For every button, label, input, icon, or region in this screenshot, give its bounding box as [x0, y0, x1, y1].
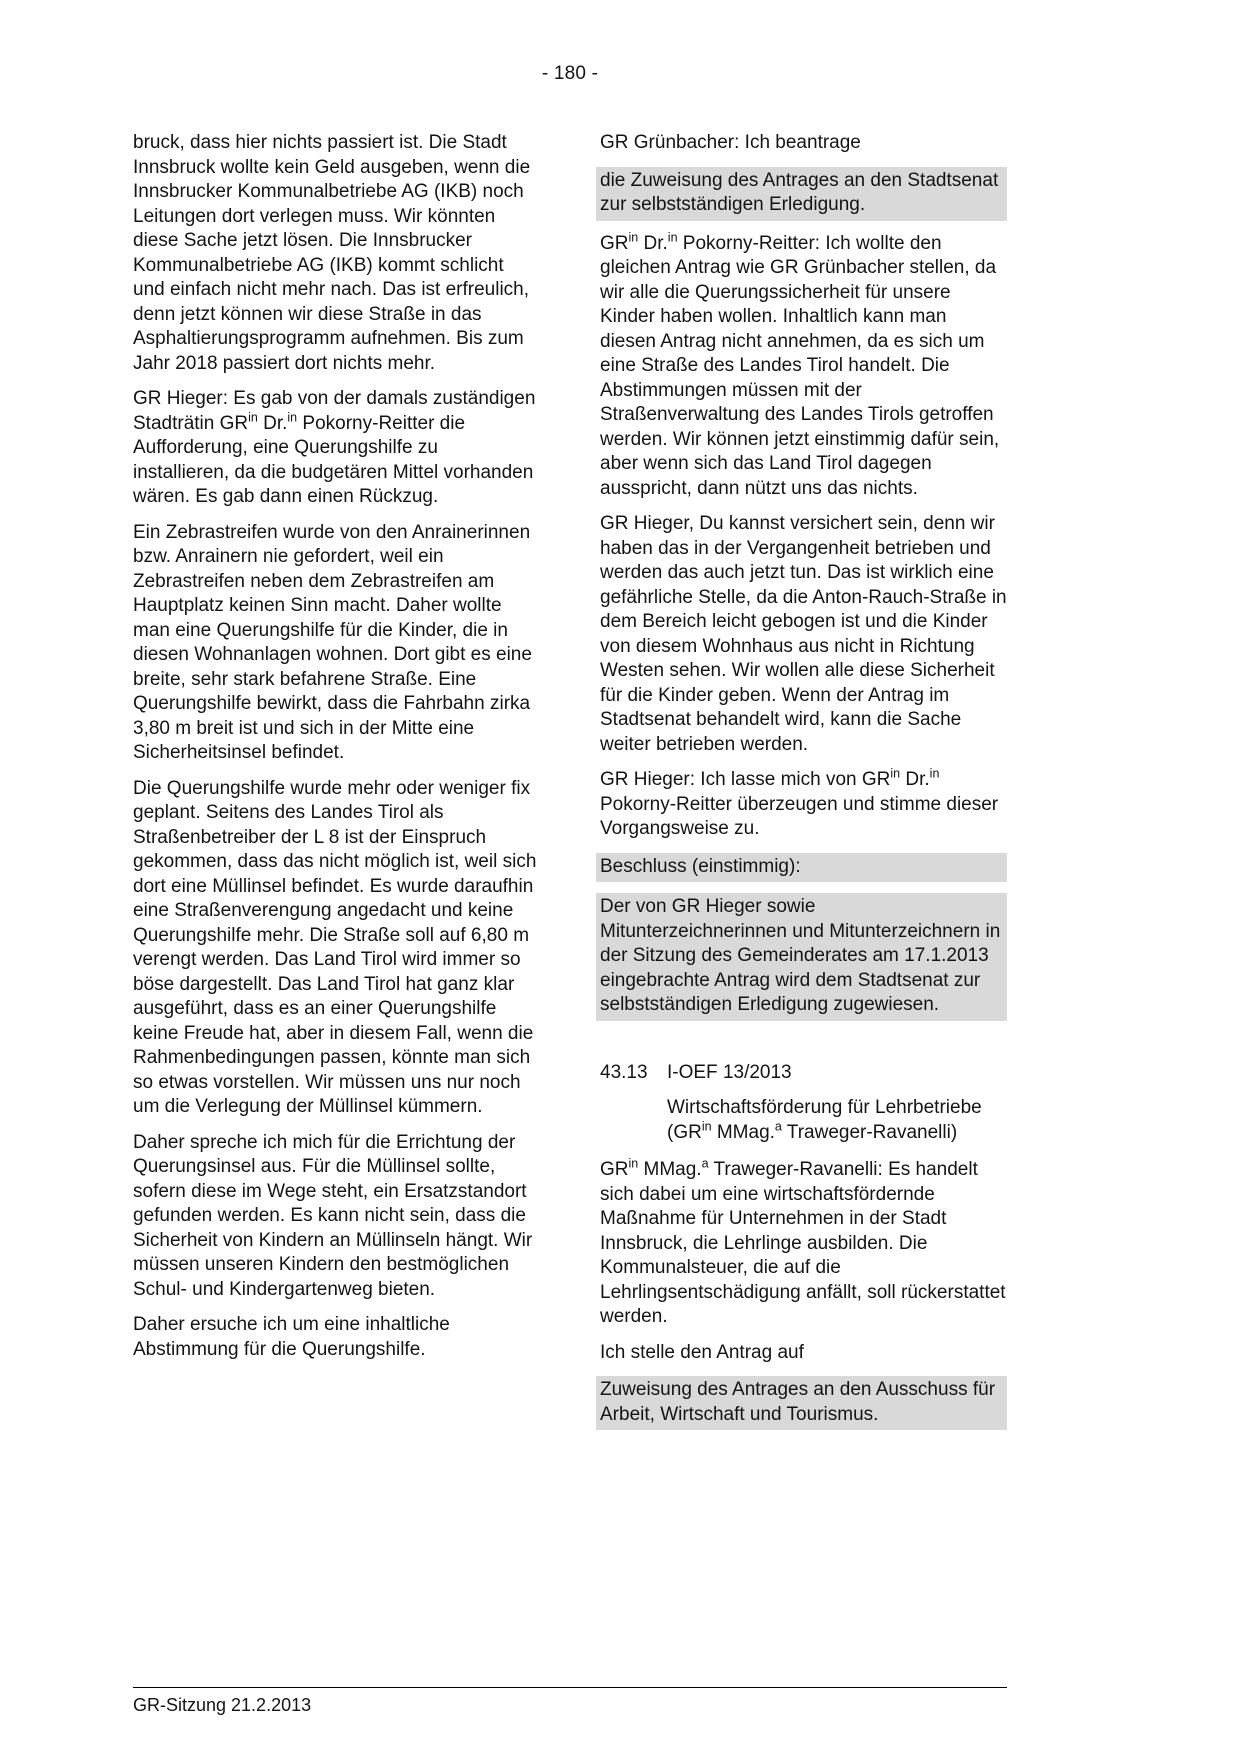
paragraph [133, 1131, 537, 1303]
text-segment: Zuweisung des Antrages an den Ausschuss für Arbeit, Wirtschaft und Tourismus. [600, 1379, 996, 1425]
agenda-item-number: 43.13 [600, 1061, 648, 1083]
text-segment: GR Hieger, Du kannst versichert sein, denn wir haben das in der Vergangenheit betrieben und werden das auch jetzt tun. Das ist wirklich eine gefährliche Stelle, da die Anton-Rauch-Straße in dem Bereich leicht gebogen ist und die Kinder von diesem Wohnhaus aus nicht in Richtung Westen sehen. Wir wollen alle diese Sicherheit für die Kinder geben. Wenn der Antrag im Stadtsenat behandelt wird, kann die Sache weiter betrieben werden. [600, 513, 1007, 755]
text-segment: Ein Zebrastreifen wurde von den Anrainerinnen bzw. Anrainern nie gefordert, weil ein Zebrastreifen neben dem Zebrastreifen am Hauptplatz keinen Sinn macht. Daher wollte man eine Querungshilfe für die Kinder, die in diesen Wohnanlagen wohnen. Dort gibt es eine breite, sehr stark befahrene Straße. Eine Querungshilfe bewirkt, dass die Fahrbahn zirka 3,80 m breit ist und sich in der Mitte eine Sicherheitsinsel befindet. [133, 521, 532, 763]
agenda-item-reference: I-OEF 13/2013 [667, 1061, 792, 1083]
superscript: in [667, 230, 678, 245]
superscript: in [628, 1156, 639, 1171]
paragraph [600, 232, 1007, 502]
superscript: in [628, 230, 639, 245]
text-segment: Dr. [257, 412, 288, 434]
agenda-item-title [667, 1096, 1007, 1145]
text-segment: Wirtschaftsförderung für Lehrbetriebe (GR [667, 1097, 982, 1143]
superscript: a [701, 1156, 709, 1171]
text-segment: Traweger-Ravanelli) [781, 1121, 958, 1143]
text-segment: GR Grünbacher: Ich beantrage [600, 132, 861, 153]
paragraph [600, 1341, 1007, 1366]
highlighted-paragraph [596, 167, 1007, 221]
agenda-item-heading [600, 1061, 1007, 1086]
footer [133, 1687, 1007, 1716]
paragraph [600, 512, 1007, 757]
text-segment: MMag. [638, 1159, 702, 1180]
text-segment: Daher ersuche ich um eine inhaltliche Abstimmung für die Querungshilfe. [133, 1314, 450, 1360]
text-segment: Daher spreche ich mich für die Errichtung der Querungsinsel aus. Für die Müllinsel sollte, sofern diese im Wege steht, ein Ersatzstandort gefunden werden. Es kann nicht sein, dass die Sicherheit von Kindern an Müllinseln hängt. Wir müssen unseren Kindern den bestmöglichen Schul- und Kindergartenweg bieten. [133, 1131, 533, 1300]
superscript: in [890, 766, 901, 781]
paragraph [133, 131, 537, 376]
text-segment: MMag. [711, 1121, 775, 1143]
highlighted-paragraph [596, 853, 1007, 883]
highlighted-paragraph [596, 893, 1007, 1021]
superscript: a [774, 1119, 782, 1134]
paragraph [133, 777, 537, 1120]
text-segment: die Zuweisung des Antrages an den Stadtsenat zur selbstständigen Erledigung. [600, 169, 999, 215]
page-number: - 180 - [541, 63, 599, 84]
text-segment: Pokorny-Reitter: Ich wollte den gleichen Antrag wie GR Grünbacher stellen, da wir alle die Querungssicherheit für unsere Kinder haben wollen. Inhaltlich kann man diesen Antrag nicht annehmen, da es sich um eine Straße des Landes Tirol handelt. Die Abstimmungen müssen mit der Straßenverwaltung des Landes Tirols getroffen werden. Wir können jetzt einstimmig dafür sein, aber wenn sich das Land Tirol dagegen ausspricht, dann nützt uns das nichts. [600, 232, 1000, 499]
text-segment: GR Hieger: Es gab von der damals zuständigen Stadträtin GR [133, 388, 536, 434]
superscript: in [287, 410, 298, 425]
text-segment: Pokorny-Reitter die Aufforderung, eine Querungshilfe zu installieren, da die budgetären Mittel vorhanden wären. Es gab dann einen Rückzug. [133, 412, 534, 507]
left-column [133, 131, 537, 1373]
paragraph [133, 387, 537, 510]
superscript: in [701, 1119, 712, 1134]
paragraph [133, 1313, 537, 1362]
text-segment: Der von GR Hieger sowie Mitunterzeichnerinnen und Mitunterzeichnern in der Sitzung des Gemeinderates am 17.1.2013 eingebrachte Antrag wird dem Stadtsenat zur selbstständigen Erledigung zugewiesen. [600, 896, 1001, 1015]
text-segment: GR [600, 1159, 629, 1180]
text-segment: Ich stelle den Antrag auf [600, 1341, 804, 1363]
text-segment: GR [600, 232, 629, 254]
text-segment: Pokorny-Reitter überzeugen und stimme dieser Vorgangsweise zu. [600, 793, 999, 839]
paragraph [600, 131, 1007, 156]
paragraph [133, 521, 537, 766]
highlighted-paragraph [596, 1376, 1007, 1430]
paragraph [600, 768, 1007, 842]
footer-text: GR-Sitzung 21.2.2013 [133, 1695, 312, 1715]
text-segment: GR Hieger: Ich lasse mich von GR [600, 769, 891, 790]
paragraph [600, 1158, 1007, 1330]
text-segment: Dr. [638, 232, 668, 254]
text-segment: Traweger-Ravanelli: Es handelt sich dabei um eine wirtschaftsfördernde Maßnahme für Unternehmen in der Stadt Innsbruck, die Lehrlinge ausbilden. Die Kommunalsteuer, die auf die Lehrlingsentschädigung anfällt, soll rückerstattet werden. [600, 1159, 1006, 1327]
text-segment: bruck, dass hier nichts passiert ist. Die Stadt Innsbruck wollte kein Geld ausgeben, wenn die Innsbrucker Kommunalbetriebe AG (IKB) noch Leitungen dort verlegen muss. Wir könnten diese Sache jetzt lösen. Die Innsbrucker Kommunalbetriebe AG (IKB) kommt schlicht und einfach nicht mehr nach. Das ist erfreulich, denn jetzt können wir diese Straße in das Asphaltierungsprogramm aufnehmen. Bis zum Jahr 2018 passiert dort nichts mehr. [133, 132, 531, 374]
right-column [600, 131, 1007, 1441]
text-segment: Beschluss (einstimmig): [600, 855, 801, 877]
superscript: in [929, 766, 940, 781]
superscript: in [248, 410, 258, 425]
text-segment: Dr. [900, 769, 930, 790]
text-segment: Die Querungshilfe wurde mehr oder weniger fix geplant. Seitens des Landes Tirol als Straßenbetreiber der L 8 ist der Einspruch gekommen, dass das nicht möglich ist, weil sich dort eine Müllinsel befindet. Es wurde daraufhin eine Straßenverengung angedacht und keine Querungshilfe mehr. Die Straße soll auf 6,80 m verengt werden. Das Land Tirol wird immer so böse dargestellt. Das Land Tirol hat ganz klar ausgeführt, dass es an einer Querungshilfe keine Freude hat, aber in diesem Fall, wenn die Rahmenbedingungen passen, könnte man sich so etwas vorstellen. Wir müssen uns nur noch um die Verlegung der Müllinsel kümmern. [133, 777, 537, 1117]
